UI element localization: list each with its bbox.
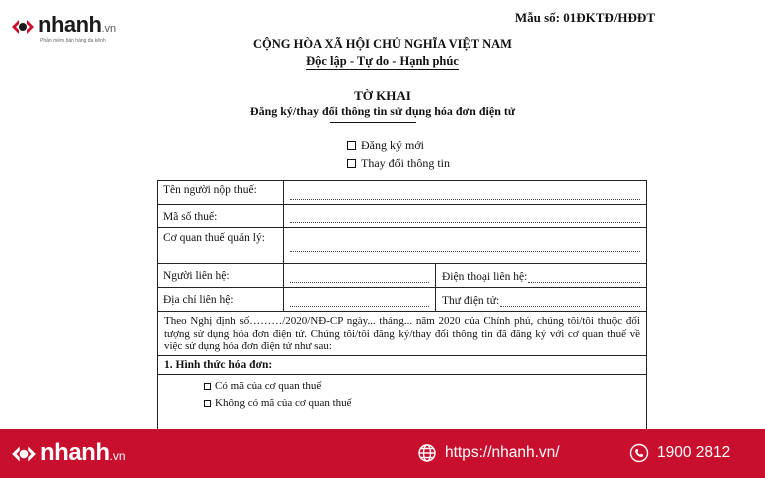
nation-heading: CỘNG HÒA XÃ HỘI CHỦ NGHĨA VIỆT NAM xyxy=(253,37,512,51)
invoice-type-options xyxy=(158,375,352,435)
document-title: TỜ KHAI xyxy=(354,88,411,103)
subtitle-underline xyxy=(330,122,416,123)
row-tax-code xyxy=(158,205,646,228)
field-taxpayer[interactable] xyxy=(284,181,646,204)
row-intro xyxy=(158,312,646,356)
brand-wordmark: nhanh.vn xyxy=(38,12,117,37)
option-change-info[interactable]: Thay đổi thông tin xyxy=(347,154,450,172)
label-contact: Người liên hệ: xyxy=(158,264,284,287)
label-tax-code: Mã số thuế: xyxy=(158,205,284,227)
option-without-tax-code[interactable]: Không có mã của cơ quan thuế xyxy=(204,395,352,412)
checkbox-icon[interactable] xyxy=(347,141,356,150)
motto: Độc lập - Tự do - Hạnh phúc xyxy=(306,54,459,68)
footer-website-text: https://nhanh.vn/ xyxy=(445,444,560,461)
row-tax-office xyxy=(158,228,646,264)
phone-icon xyxy=(629,443,649,463)
option-with-tax-code[interactable]: Có mã của cơ quan thuế xyxy=(204,378,352,395)
row-taxpayer xyxy=(158,181,646,205)
footer-bar xyxy=(0,429,765,478)
form-code: Mẫu số: 01ĐKTĐ/HĐĐT xyxy=(514,10,655,25)
globe-icon xyxy=(417,443,437,463)
field-address[interactable] xyxy=(284,288,436,311)
row-section-1-options xyxy=(158,375,646,435)
section-1-title: 1. Hình thức hóa đơn: xyxy=(164,358,273,371)
document-subtitle: Đăng ký/thay đổi thông tin sử dụng hóa đơn điện tử xyxy=(249,104,516,118)
field-email[interactable] xyxy=(436,288,646,311)
field-tax-office[interactable] xyxy=(284,228,646,263)
registration-table xyxy=(157,180,647,435)
footer-website-link[interactable] xyxy=(417,443,560,463)
option-new-registration[interactable]: Đăng ký mới xyxy=(347,136,450,154)
footer-phone-link[interactable] xyxy=(629,443,730,463)
registration-options xyxy=(347,136,450,172)
label-address: Địa chỉ liên hệ: xyxy=(158,288,284,311)
checkbox-icon[interactable] xyxy=(347,159,356,168)
intro-paragraph: Theo Nghị định số………/2020/NĐ-CP ngày... tháng... năm 2020 của Chính phủ, chúng tôi/tôi thuộc đối tượng sử dụng hóa đơn điện tử. Chúng tôi/tôi đăng ký/thay đổi thông tin đã đăng ký với cơ quan thuế về việc sử dụng hóa đơn điện tử như sau: xyxy=(164,315,640,352)
label-phone: Điện thoại liên hệ: xyxy=(442,271,528,283)
footer-wordmark: nhanh.vn xyxy=(40,438,126,466)
label-email: Thư điện tử: xyxy=(442,295,500,307)
field-tax-code[interactable] xyxy=(284,205,646,227)
row-contact xyxy=(158,264,646,288)
row-section-1 xyxy=(158,356,646,375)
field-contact[interactable] xyxy=(284,264,436,287)
label-tax-office: Cơ quan thuế quản lý: xyxy=(158,228,284,263)
field-phone[interactable] xyxy=(436,264,646,287)
checkbox-icon[interactable] xyxy=(204,400,211,407)
label-taxpayer: Tên người nộp thuế: xyxy=(158,181,284,204)
row-address xyxy=(158,288,646,312)
nhanh-logo-icon xyxy=(10,440,38,468)
brand-tagline: Phần mềm bán hàng đa kênh xyxy=(40,38,106,44)
checkbox-icon[interactable] xyxy=(204,383,211,390)
footer-phone-text: 1900 2812 xyxy=(657,444,731,461)
footer-logo[interactable] xyxy=(10,440,126,468)
